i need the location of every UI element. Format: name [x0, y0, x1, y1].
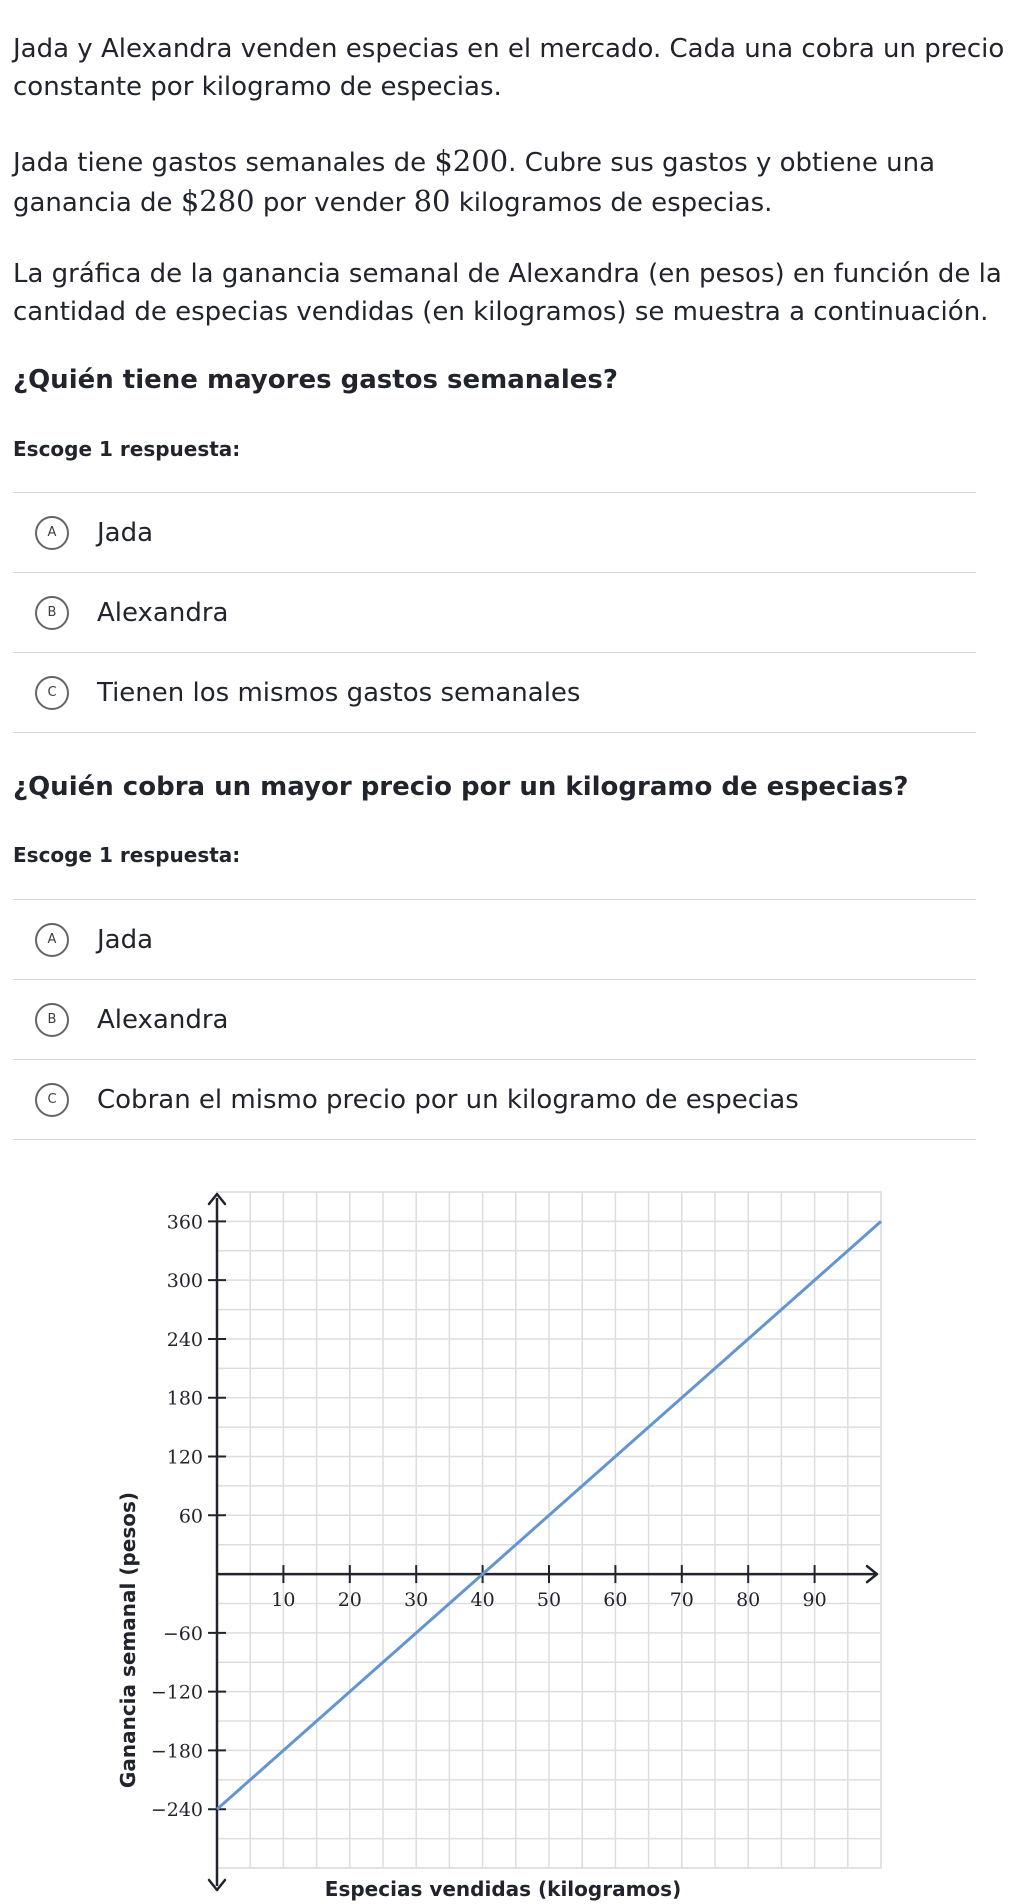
y-tick-label: 120: [166, 1446, 203, 1469]
profit-graph: [0, 1180, 1018, 1904]
graph-labels: [151, 1211, 827, 1821]
intro-text: Jada tiene gastos semanales de: [13, 148, 435, 178]
y-tick-label: 240: [166, 1328, 203, 1351]
y-tick-label: −120: [150, 1681, 203, 1704]
intro-text: por vender: [254, 188, 414, 218]
y-tick-label: 360: [166, 1211, 203, 1234]
question-1-prompt: ¿Quién tiene mayores gastos semanales?: [13, 365, 618, 395]
y-tick-label: 60: [178, 1505, 203, 1528]
choice-label: Jada: [97, 924, 154, 955]
math-kilograms: 80: [413, 184, 451, 218]
intro-paragraph-3: La gráfica de la ganancia semanal de Alexandra (en pesos) en función de la cantidad de especias vendidas (en kilogramos) se muestra a continuación.: [13, 259, 1002, 327]
q1-choice-c[interactable]: [13, 652, 976, 733]
choice-label: Cobran el mismo precio por un kilogramo de especias: [97, 1084, 799, 1115]
choice-label: Alexandra: [97, 597, 229, 628]
math-expenses: $200: [434, 144, 509, 178]
x-tick-label: 50: [536, 1589, 562, 1612]
x-tick-label: 40: [470, 1589, 495, 1612]
question-2-prompt: ¿Quién cobra un mayor precio por un kilogramo de especias?: [13, 772, 909, 802]
q2-choice-c[interactable]: [13, 1059, 976, 1140]
intro-paragraph-2: [13, 142, 1008, 222]
y-axis-title: Ganancia semanal (pesos): [116, 1491, 140, 1789]
choice-bubble[interactable]: C: [35, 676, 69, 710]
y-tick-label: −180: [150, 1740, 203, 1763]
y-tick-label: 180: [166, 1387, 203, 1410]
choice-bubble[interactable]: B: [35, 596, 69, 630]
math-profit: $280: [180, 184, 255, 218]
choice-label: Jada: [97, 517, 154, 548]
question-2-instruction: Escoge 1 respuesta:: [13, 843, 241, 867]
x-tick-label: 20: [337, 1589, 362, 1612]
graph-grid: [217, 1192, 881, 1868]
x-axis-title: Especias vendidas (kilogramos): [324, 1877, 682, 1901]
q2-choice-a[interactable]: [13, 899, 976, 979]
choice-bubble[interactable]: B: [35, 1003, 69, 1037]
choice-label: Alexandra: [97, 1004, 229, 1035]
y-tick-label: −240: [150, 1799, 203, 1822]
q1-choice-a[interactable]: [13, 492, 976, 572]
intro-paragraph-1: Jada y Alexandra venden especias en el mercado. Cada una cobra un precio constante por kilogramo de especias.: [13, 34, 1005, 102]
question-2-choices: [13, 899, 976, 1140]
y-tick-label: −60: [162, 1622, 203, 1645]
intro-text: kilogramos de especias.: [450, 188, 773, 218]
x-tick-label: 90: [802, 1589, 827, 1612]
question-1-choices: [13, 492, 976, 733]
intro-text: . Cubre sus gastos y obtiene una ganancia de: [13, 148, 936, 218]
q1-choice-b[interactable]: [13, 572, 976, 652]
q2-choice-b[interactable]: [13, 979, 976, 1059]
graph-axes: [208, 1194, 877, 1890]
x-tick-label: 10: [271, 1589, 296, 1612]
x-tick-label: 70: [669, 1589, 694, 1612]
choice-bubble[interactable]: A: [35, 516, 69, 550]
choice-label: Tienen los mismos gastos semanales: [97, 677, 581, 708]
choice-bubble[interactable]: C: [35, 1083, 69, 1117]
x-tick-label: 80: [736, 1589, 761, 1612]
x-tick-label: 30: [404, 1589, 429, 1612]
x-tick-label: 60: [603, 1589, 628, 1612]
choice-bubble[interactable]: A: [35, 923, 69, 957]
y-tick-label: 300: [166, 1270, 203, 1293]
question-1-instruction: Escoge 1 respuesta:: [13, 437, 241, 461]
